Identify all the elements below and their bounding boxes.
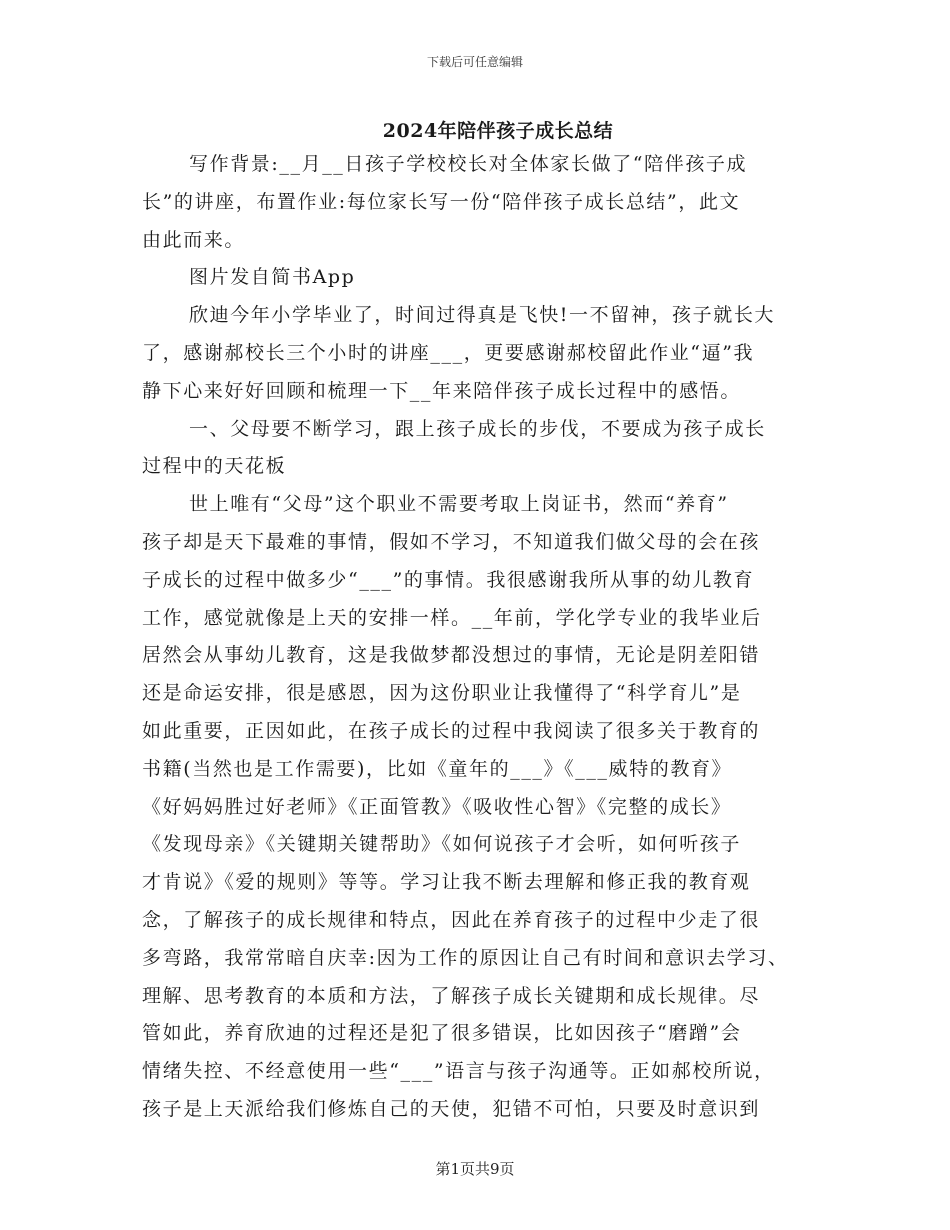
header-note: 下载后可任意编辑 [426,55,523,69]
text-line: 一、父母要不断学习，跟上孩子成长的步伐，不要成为孩子成长 [189,417,766,440]
text-line: 静下心来好好回顾和梳理一下__年来陪伴孩子成长过程中的感悟。 [142,379,742,402]
text-line: 书籍(当然也是工作需要)，比如《童年的___》《___威特的教育》 [142,757,733,780]
text-line: 还是命运安排，很是感恩，因为这份职业让我懂得了“科学育儿”是 [142,682,742,705]
text-line: 多弯路，我常常暗自庆幸:因为工作的原因让自己有时间和意识去学习、 [142,946,789,969]
text-line: 孩子却是天下最难的事情，假如不学习，不知道我们做父母的会在孩 [142,530,761,553]
text-line: 图片发自简书App [189,266,356,289]
text-line: 子成长的过程中做多少“___”的事情。我很感谢我所从事的幼儿教育 [142,568,755,591]
text-line: 念，了解孩子的成长规律和特点，因此在养育孩子的过程中少走了很 [142,908,761,931]
text-line: 才肯说》《爱的规则》等等。学习让我不断去理解和修正我的教育观 [142,871,751,894]
text-line: 欣迪今年小学毕业了，时间过得真是飞快!一不留神，孩子就长大 [189,304,776,327]
text-line: 过程中的天花板 [142,455,287,478]
text-line: 世上唯有“父母”这个职业不需要考取上岗证书，然而“养育” [189,493,729,516]
text-line: 由此而来。 [142,228,246,251]
text-line: 《发现母亲》《关键期关键帮助》《如何说孩子才会听，如何听孩子 [142,833,742,856]
text-line: 孩子是上天派给我们修炼自己的天使，犯错不可怕，只要及时意识到 [142,1097,761,1120]
text-line: 长”的讲座，布置作业:每位家长写一份“陪伴孩子成长总结”，此文 [142,190,741,213]
text-line: 情绪失控、不经意使用一些“___”语言与孩子沟通等。正如郝校所说， [142,1060,775,1083]
document-title: 2024年陪伴孩子成长总结 [382,120,614,142]
text-line: 如此重要，正因如此，在孩子成长的过程中我阅读了很多关于教育的 [142,719,761,742]
text-line: 居然会从事幼儿教育，这是我做梦都没想过的事情，无论是阴差阳错 [142,644,761,667]
text-line: 了，感谢郝校长三个小时的讲座___，更要感谢郝校留此作业“逼”我 [142,341,755,364]
page-footer: 第1页共9页 [435,1160,515,1178]
text-line: 理解、思考教育的本质和方法，了解孩子成长关键期和成长规律。尽 [142,984,761,1007]
text-line: 写作背景:__月__日孩子学校校长对全体家长做了“陪伴孩子成 [189,153,748,175]
text-line: 《好妈妈胜过好老师》《正面管教》《吸收性心智》《完整的成长》 [142,795,732,818]
text-line: 工作，感觉就像是上天的安排一样。__年前，学化学专业的我毕业后 [142,606,762,629]
text-line: 管如此，养育欣迪的过程还是犯了很多错误，比如因孩子“磨蹭”会 [142,1022,742,1045]
document-body [142,146,812,1129]
